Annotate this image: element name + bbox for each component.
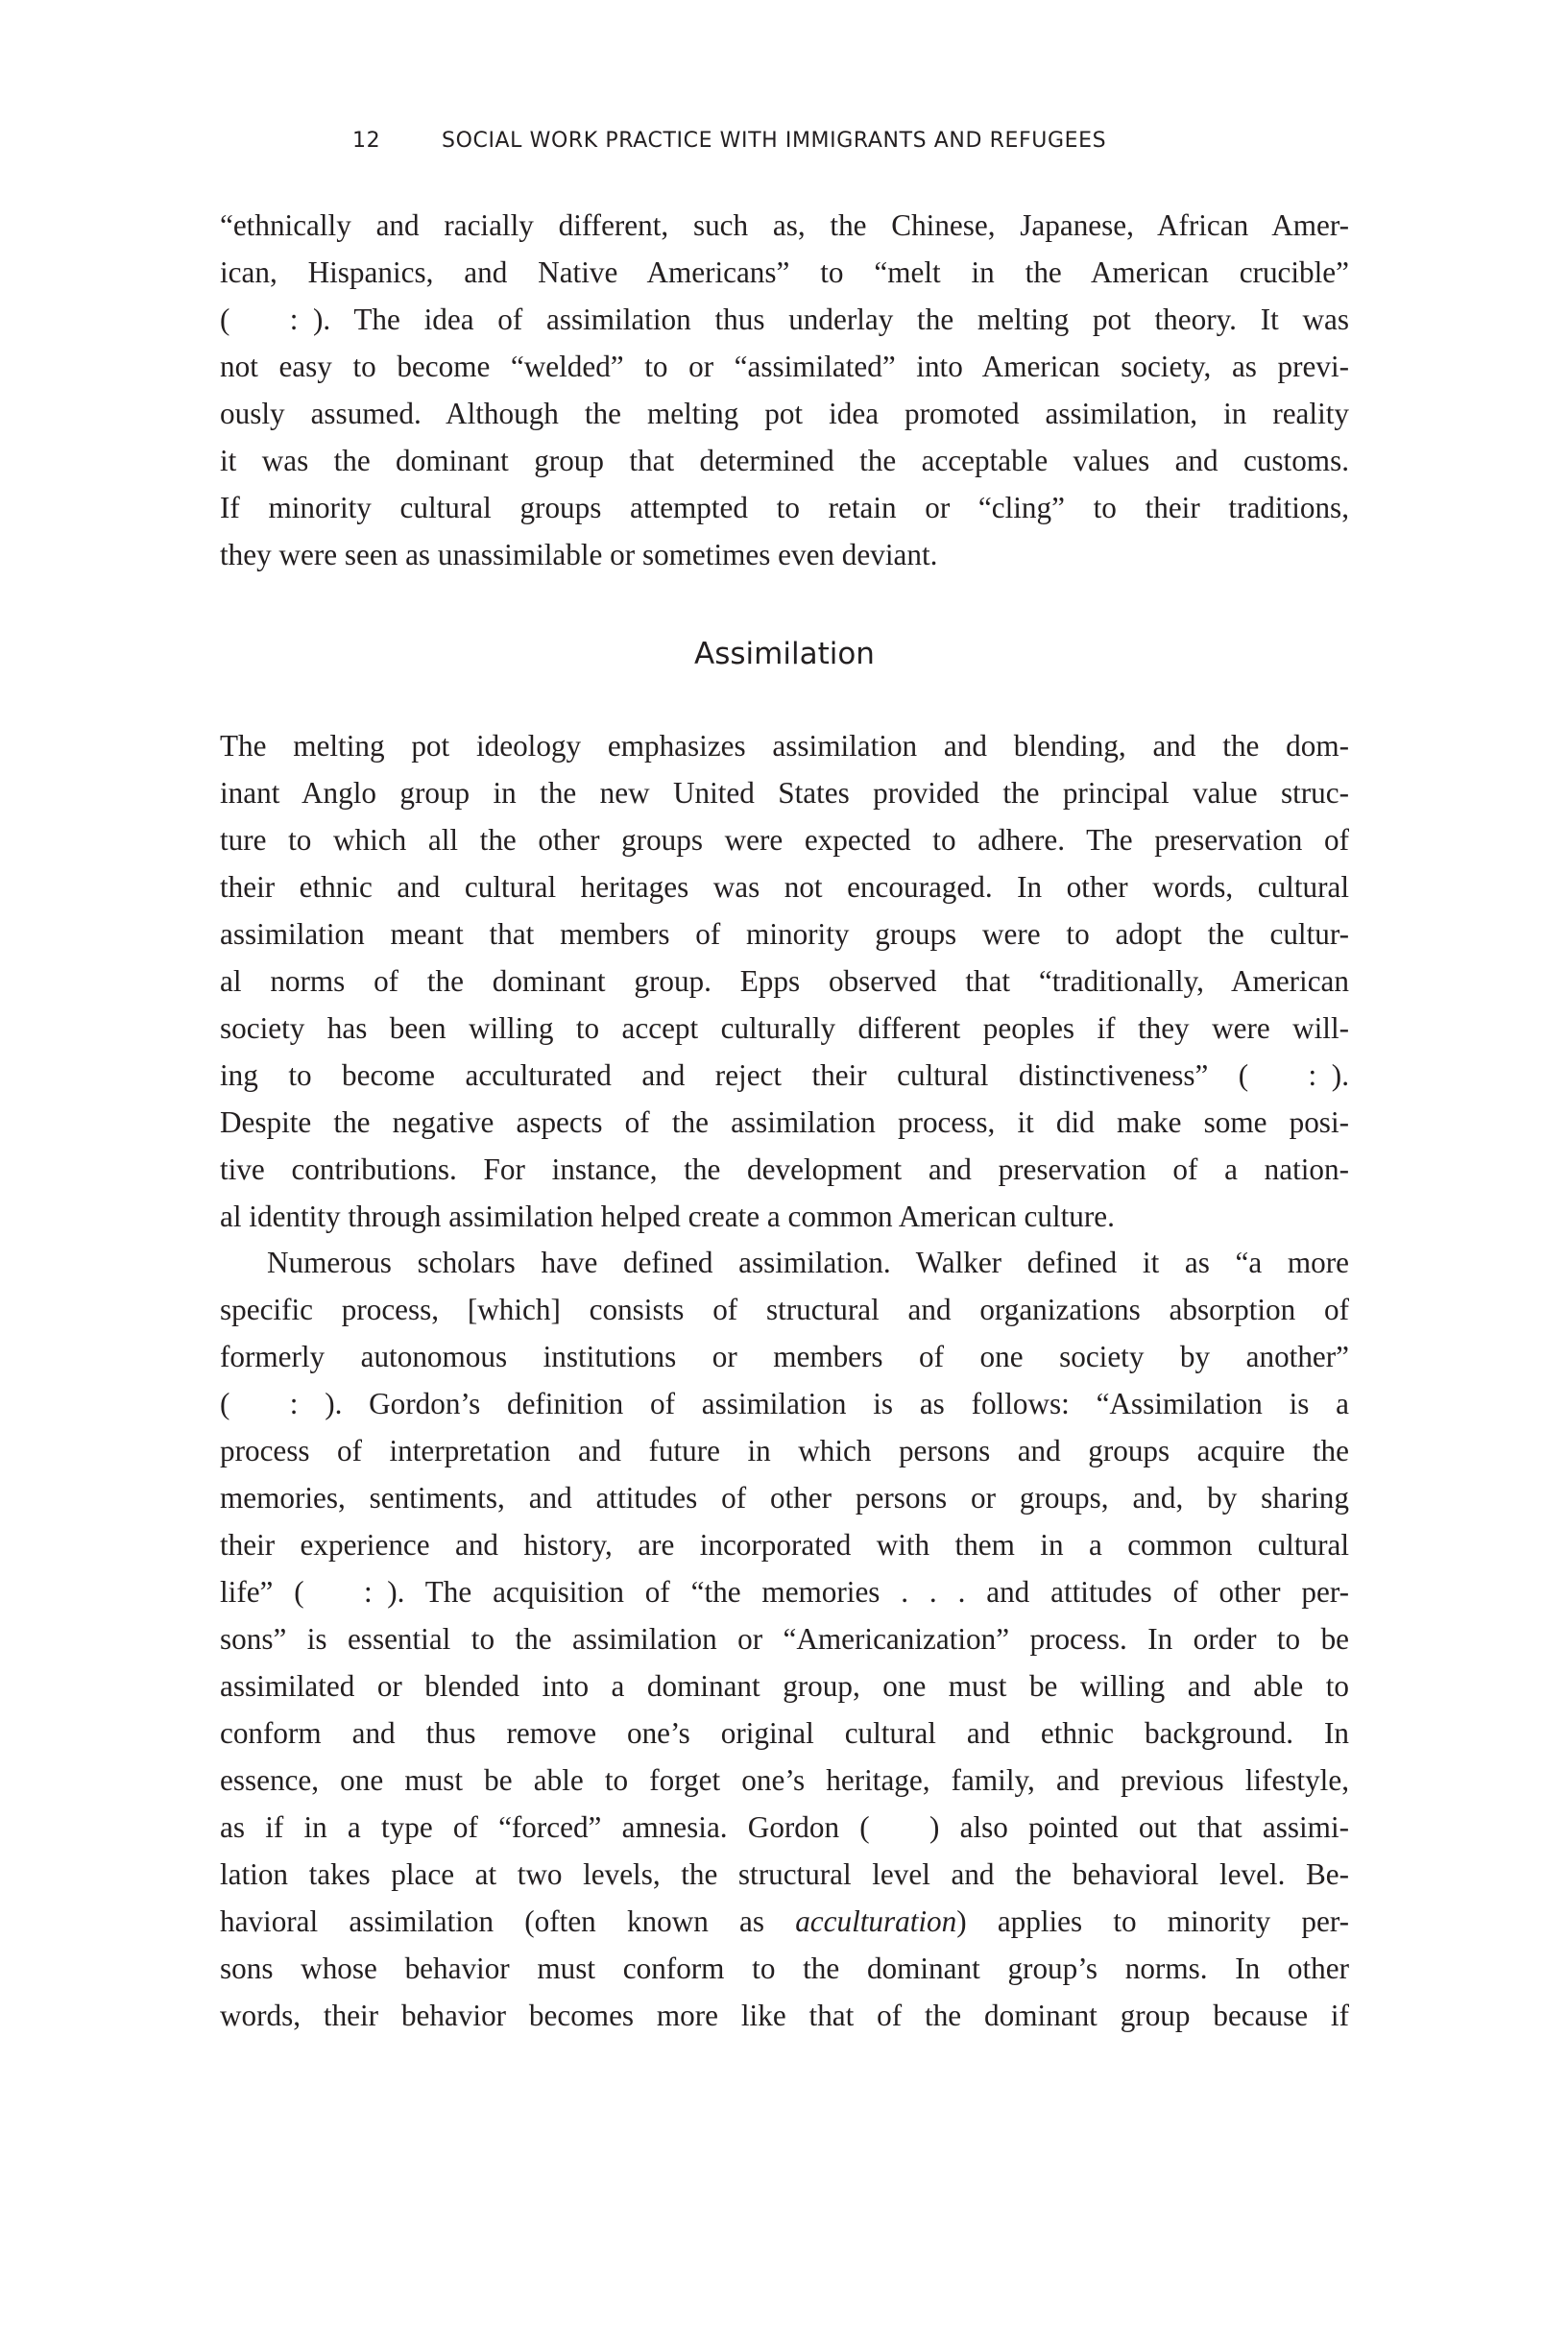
italic-term: acculturation bbox=[795, 1904, 957, 1938]
text-line: lation takes place at two levels, the structural level and the behavioral level. Be- bbox=[220, 1857, 1349, 1891]
text-line: their experience and history, are incorporated with them in a common cultural bbox=[220, 1528, 1349, 1562]
text-line: al identity through assimilation helped create a common American culture. bbox=[220, 1200, 1115, 1233]
text-line: inant Anglo group in the new United States provided the principal value struc- bbox=[220, 776, 1349, 810]
text-line: memories, sentiments, and attitudes of other persons or groups, and, by sharing bbox=[220, 1481, 1349, 1515]
running-head bbox=[352, 125, 1106, 158]
text-line: specific process, [which] consists of structural and organizations absorption of bbox=[220, 1293, 1349, 1326]
text-line: words, their behavior becomes more like that of the dominant group because if bbox=[220, 1999, 1349, 2032]
text-line: ously assumed. Although the melting pot idea promoted assimilation, in reality bbox=[220, 397, 1349, 430]
paragraph-1 bbox=[220, 202, 1349, 578]
text-line: it was the dominant group that determined the acceptable values and customs. bbox=[220, 444, 1349, 477]
text-line: havioral assimilation (often known as acculturation) applies to minority per- bbox=[220, 1904, 1349, 1938]
text-line: If minority cultural groups attempted to retain or “cling” to their traditions, bbox=[220, 491, 1349, 524]
text-line: sons” is essential to the assimilation or “Americanization” process. In order to be bbox=[220, 1622, 1349, 1656]
paragraph-3 bbox=[220, 1239, 1349, 2039]
text-line: ( : ). Gordon’s definition of assimilation is as follows: “Assimilation is a bbox=[220, 1387, 1349, 1420]
text-line: assimilation meant that members of minority groups were to adopt the cultur- bbox=[220, 917, 1349, 951]
text-line: formerly autonomous institutions or members of one society by another” bbox=[220, 1340, 1349, 1373]
text-line: they were seen as unassimilable or sometimes even deviant. bbox=[220, 538, 938, 571]
section-heading: Assimilation bbox=[694, 637, 875, 671]
text-line: their ethnic and cultural heritages was not encouraged. In other words, cultural bbox=[220, 870, 1349, 904]
text-line: assimilated or blended into a dominant group, one must be willing and able to bbox=[220, 1669, 1349, 1703]
text-line: Numerous scholars have defined assimilation. Walker defined it as “a more bbox=[267, 1246, 1349, 1279]
text-line: “ethnically and racially different, such as, the Chinese, Japanese, African Amer- bbox=[220, 208, 1349, 242]
text-line: conform and thus remove one’s original cultural and ethnic background. In bbox=[220, 1716, 1349, 1750]
text-line: process of interpretation and future in which persons and groups acquire the bbox=[220, 1434, 1349, 1467]
text-line: society has been willing to accept culturally different peoples if they were will- bbox=[220, 1011, 1349, 1045]
text-line: essence, one must be able to forget one’s heritage, family, and previous lifestyle, bbox=[220, 1763, 1349, 1797]
text-line: ican, Hispanics, and Native Americans” to “melt in the American crucible” bbox=[220, 255, 1349, 289]
paragraph-2 bbox=[220, 722, 1349, 1240]
text-line: ing to become acculturated and reject their cultural distinctiveness” ( : ). bbox=[220, 1058, 1349, 1092]
text-line: life” ( : ). The acquisition of “the memories . . . and attitudes of other per- bbox=[220, 1575, 1349, 1609]
text-line: not easy to become “welded” to or “assimilated” into American society, as previ- bbox=[220, 350, 1349, 383]
text-line: as if in a type of “forced” amnesia. Gordon ( ) also pointed out that assimi- bbox=[220, 1810, 1349, 1844]
text-line: ture to which all the other groups were expected to adhere. The preservation of bbox=[220, 823, 1349, 857]
text-line: al norms of the dominant group. Epps observed that “traditionally, American bbox=[220, 964, 1349, 998]
text-line: The melting pot ideology emphasizes assimilation and blending, and the dom- bbox=[220, 729, 1349, 763]
text-line: tive contributions. For instance, the development and preservation of a nation- bbox=[220, 1152, 1349, 1186]
text-line: ( : ). The idea of assimilation thus underlay the melting pot theory. It was bbox=[220, 303, 1349, 336]
page-number: 12 bbox=[352, 129, 381, 153]
running-head-title: SOCIAL WORK PRACTICE WITH IMMIGRANTS AND REFUGEES bbox=[442, 129, 1107, 153]
text-line: Despite the negative aspects of the assimilation process, it did make some posi- bbox=[220, 1105, 1349, 1139]
text-line: sons whose behavior must conform to the dominant group’s norms. In other bbox=[220, 1952, 1349, 1985]
